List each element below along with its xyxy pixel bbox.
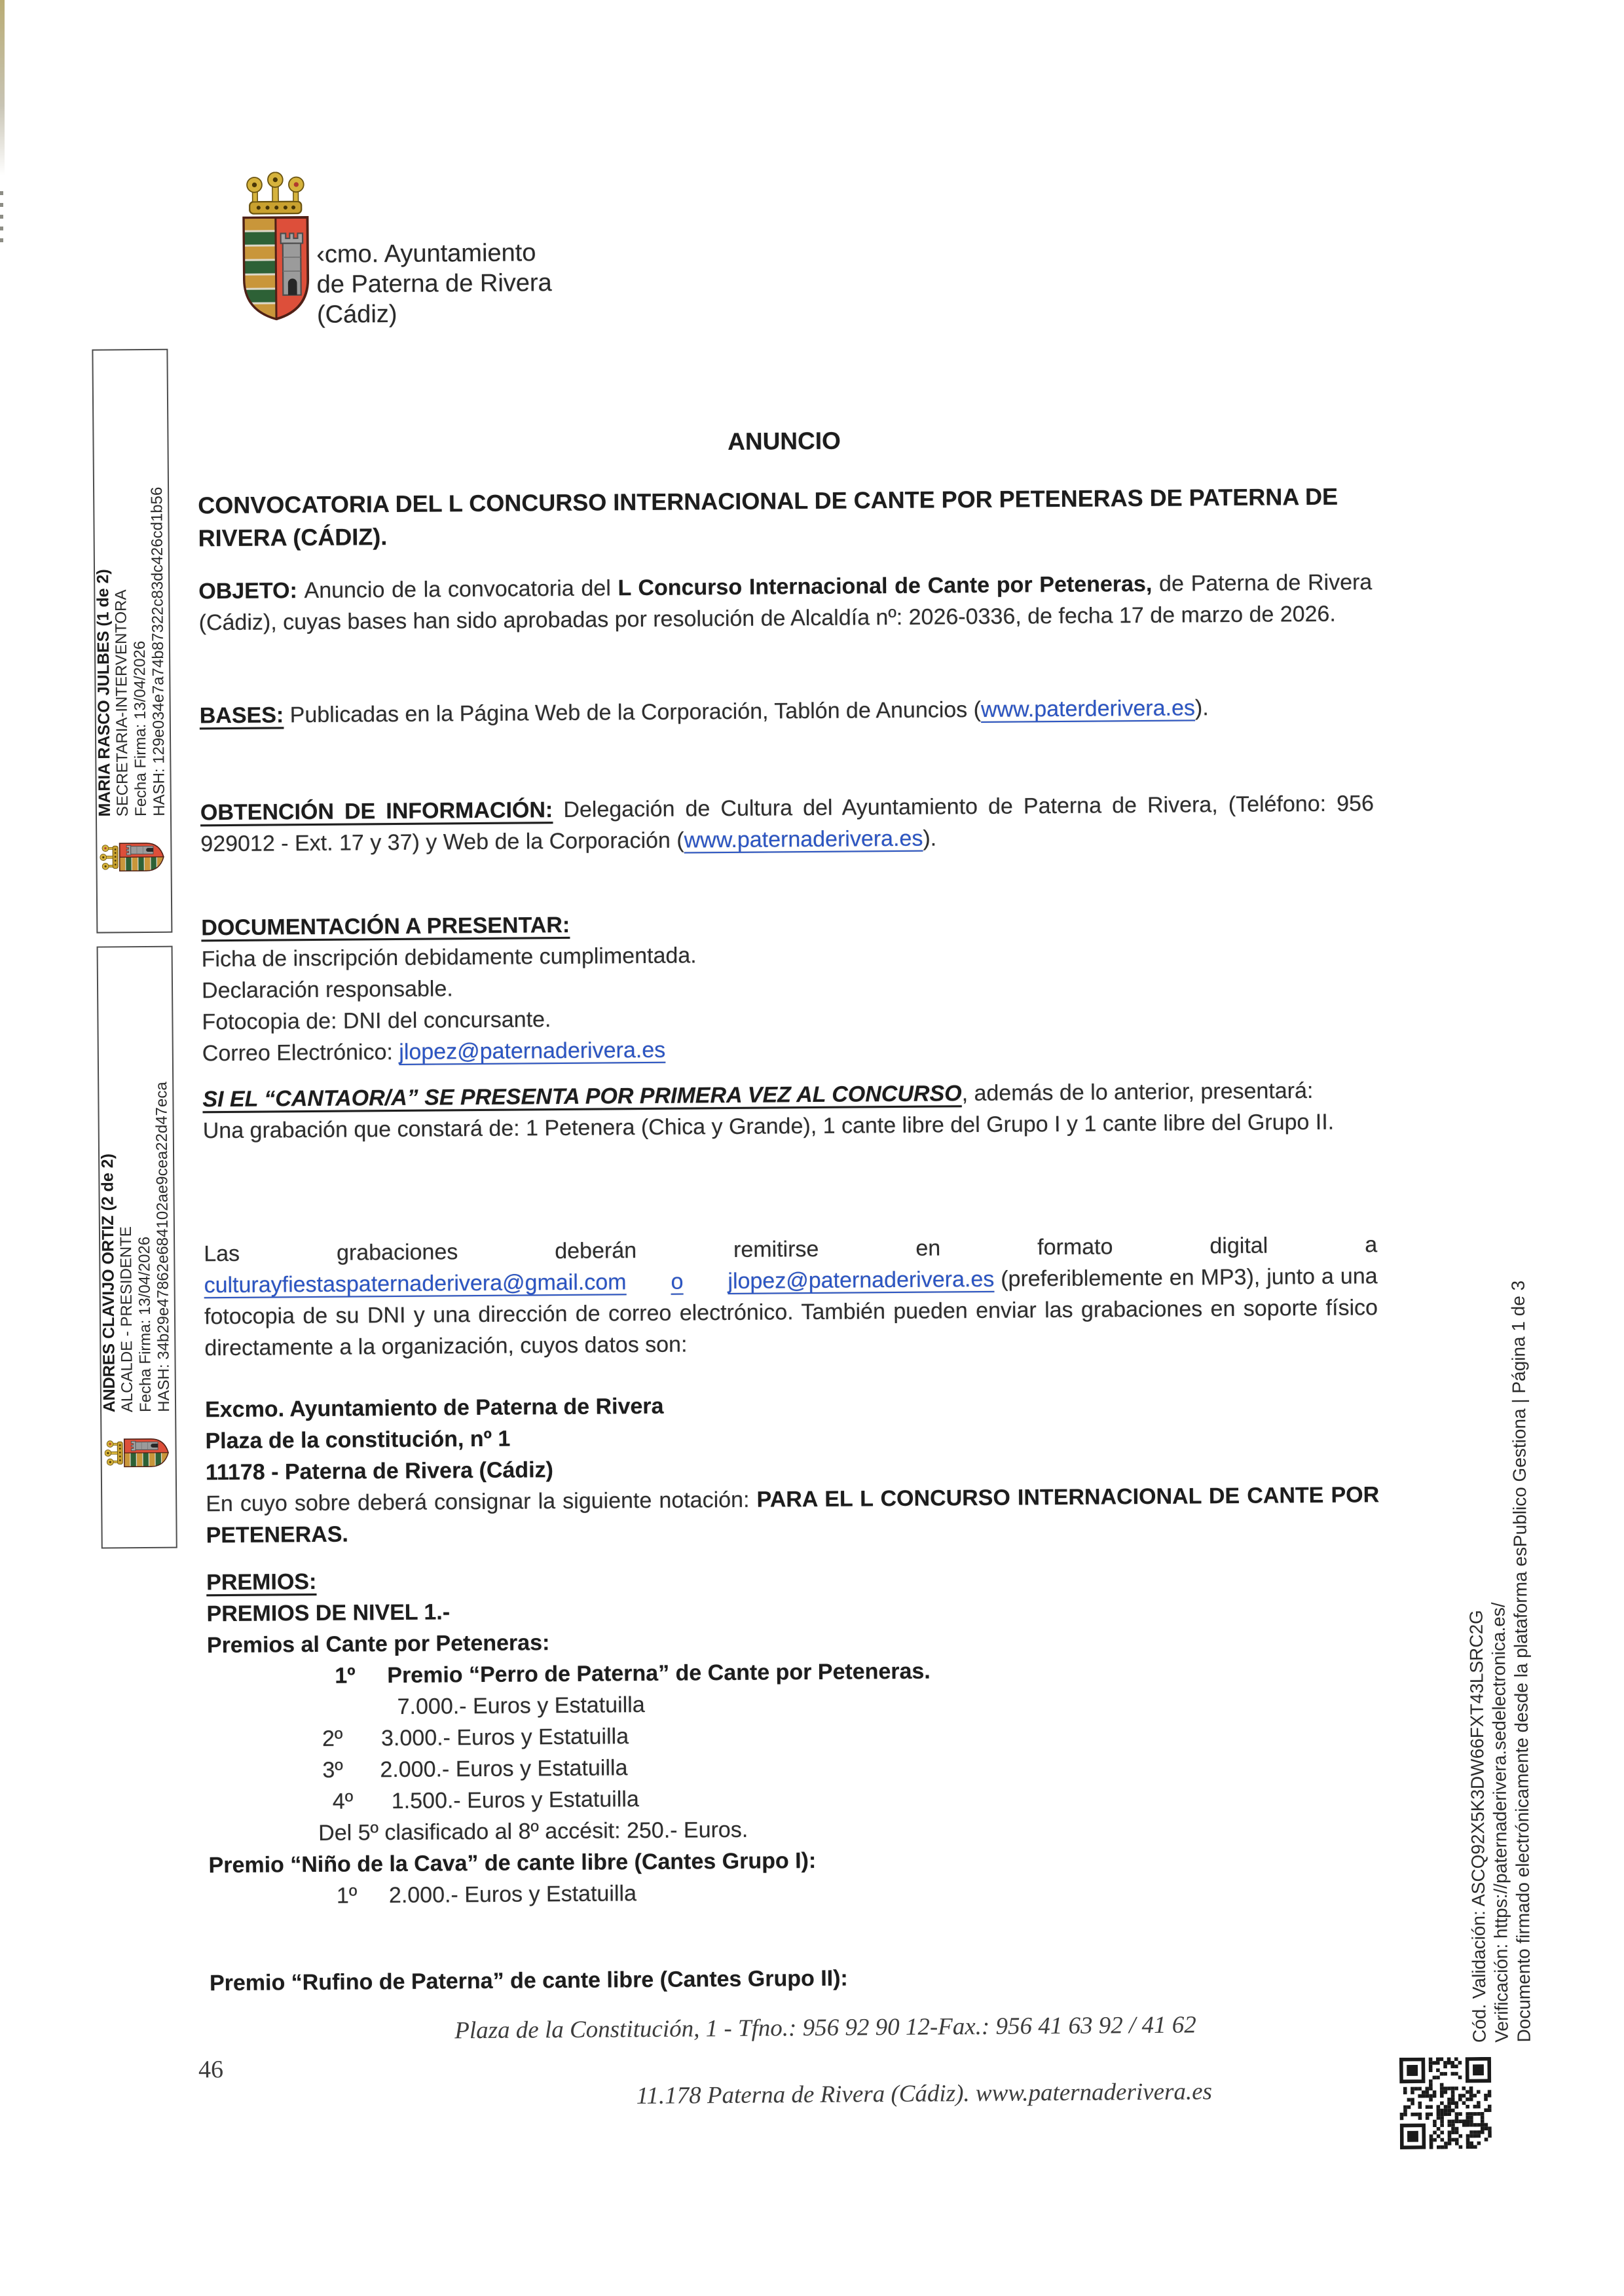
signature-hash: HASH: 129e034e7a74b87322c83dc426cd1b56 [148, 486, 168, 816]
signature-coat-of-arms-icon [104, 1424, 170, 1482]
premio-text: 2.000.- Euros y Estatuilla [380, 1755, 628, 1783]
premio-text: 7.000.- Euros y Estatuilla [397, 1692, 645, 1719]
documentacion-item: Declaración responsable. [201, 976, 453, 1004]
signer-role: SECRETARIA-INTERVENTORA [112, 589, 132, 817]
premio-rufino-heading: Premio “Rufino de Paterna” de cante libre (Cantes Grupo II): [209, 1965, 848, 1996]
signer-name: ANDRES CLAVIJO ORTIZ (2 de 2) [98, 1153, 119, 1413]
premio-ordinal: 2º [322, 1726, 343, 1751]
documentacion-item: Fotocopia de: DNI del concursante. [202, 1007, 551, 1035]
organization-name [316, 238, 552, 330]
qr-code [1399, 2057, 1492, 2149]
premio-text: Del 5º clasificado al 8º accésit: 250.- Euros. [318, 1817, 748, 1846]
signature-date: Fecha Firma: 13/04/2026 [136, 1236, 155, 1413]
text-run: L Concurso Internacional de Cante por Peteneras, [618, 571, 1153, 601]
text-run: BASES: [199, 702, 284, 729]
text-run: de Paterna de Rivera (Cádiz), cuyas bases han sido aprobadas por resolución de Alcaldía nº: 2026-0336, de fecha 17 de marzo de 2026. [198, 570, 1373, 636]
document-title: ANUNCIO [728, 427, 841, 455]
documentacion-item: Ficha de inscripción debidamente cumplimentada. [201, 943, 697, 972]
hyperlink[interactable]: o [671, 1269, 684, 1294]
text-run: , además de lo anterior, presentará: [961, 1078, 1314, 1106]
hyperlink[interactable]: jlopez@paternaderivera.es [728, 1266, 995, 1294]
text-run: Delegación de Cultura del Ayuntamiento de Paterna de Rivera, (Teléfono: 956 929012 - Ext. 17 y 37) y Web de la Corporación ( [200, 791, 1375, 857]
sobre-paragraph [206, 1479, 1380, 1551]
text-run: OBTENCIÓN DE INFORMACIÓN: [200, 797, 553, 826]
premio-text: 1.500.- Euros y Estatuilla [391, 1787, 639, 1814]
text-run: Las grabaciones deberán remitirse en formato digital a [204, 1232, 1378, 1267]
signer-role: ALCALDE - PRESIDENTE [117, 1226, 137, 1413]
cantaor-section [202, 1074, 1376, 1146]
text-run: Correo Electrónico: [202, 1039, 399, 1066]
text-run: SI EL “CANTAOR/A” SE PRESENTA POR PRIMERA VEZ AL CONCURSO [202, 1081, 962, 1112]
premios-cante-heading: Premios al Cante por Peteneras: [206, 1630, 550, 1658]
postal-address [205, 1385, 1379, 1488]
text-run: PARA EL L CONCURSO INTERNACIONAL DE CANTE POR PETENERAS. [206, 1482, 1380, 1548]
org-line: (Cádiz) [316, 300, 397, 329]
address-line: Plaza de la constitución, nº 1 [205, 1426, 511, 1454]
premios-heading: PREMIOS: [206, 1569, 317, 1595]
signature-date: Fecha Firma: 13/04/2026 [130, 640, 150, 817]
footer-address-line: Plaza de la Constitución, 1 - Tfno.: 956 92 90 12-Fax.: 956 41 63 92 / 41 62 [454, 2011, 1196, 2045]
premio-ordinal: 1º [335, 1663, 356, 1688]
premios-nivel-heading: PREMIOS DE NIVEL 1.- [206, 1599, 451, 1627]
validation-platform-note: Documento firmado electrónicamente desde la plataforma esPublico Gestiona | Página 1 de 3 [1507, 1280, 1534, 2043]
signature-text [98, 1082, 174, 1412]
cantaor-body: Una grabación que constará de: 1 Petenera (Chica y Grande), 1 cante libre del Grupo I y 1 cante libre del Grupo II. [202, 1109, 1335, 1144]
coat-of-arms-icon [225, 172, 326, 323]
text-run: Publicadas en la Página Web de la Corporación, Tablón de Anuncios ( [284, 697, 982, 728]
hyperlink[interactable]: www.paternaderivera.es [684, 826, 923, 853]
signature-hash: HASH: 34b29e47862e684102ae9cea22d47eca [153, 1082, 174, 1412]
hyperlink[interactable]: www.paterderivera.es [980, 695, 1196, 722]
validation-sidebar [1463, 1276, 1538, 2043]
municipal-coat-of-arms [225, 172, 326, 327]
premio-text: 3.000.- Euros y Estatuilla [380, 1724, 629, 1751]
premio-ordinal: 4º [332, 1789, 354, 1814]
documentacion-section [201, 903, 1376, 1069]
text-run: En cuyo sobre deberá consignar la siguiente notación: [206, 1487, 757, 1517]
signature-text [93, 487, 169, 817]
footer-web-line: 11.178 Paterna de Rivera (Cádiz). www.paternaderivera.es [636, 2078, 1213, 2110]
text-run: ). [1194, 695, 1209, 721]
validation-code: Cód. Validación: ASCQ92X5K3DW66FXT43LSRC2G [1466, 1610, 1490, 2043]
text-run: ). [923, 826, 937, 851]
hyperlink[interactable]: culturayfiestaspaternaderivera@gmail.com [204, 1269, 627, 1298]
signature-block-alcalde [97, 946, 177, 1549]
grabaciones-paragraph [204, 1229, 1378, 1364]
org-line: ‹cmo. Ayuntamiento [316, 239, 536, 268]
address-line: 11178 - Paterna de Rivera (Cádiz) [205, 1457, 554, 1485]
premio-ordinal: 3º [322, 1757, 343, 1783]
premio-text: 2.000.- Euros y Estatuilla [388, 1881, 637, 1908]
text-run: Anuncio de la convocatoria del [304, 575, 618, 604]
signature-block-secretaria [92, 349, 172, 934]
org-line: de Paterna de Rivera [316, 269, 552, 299]
documentacion-heading: DOCUMENTACIÓN A PRESENTAR: [201, 912, 570, 941]
signature-coat-of-arms-icon [100, 828, 166, 886]
text-run: (preferiblemente en MP3), junto a una fotocopia de su DNI y una dirección de correo electrónico. También pueden enviar las grabaciones en soporte físico directamente a la organización, cuyos datos son: [204, 1264, 1378, 1361]
bases-paragraph [200, 691, 1373, 731]
obtencion-paragraph [200, 788, 1375, 860]
convocatoria-heading: CONVOCATORIA DEL L CONCURSO INTERNACIONAL DE CANTE POR PETENERAS DE PATERNA DE RIVERA (CÁDIZ). [198, 483, 1338, 552]
premio-nino-heading: Premio “Niño de la Cava” de cante libre (Cantes Grupo I): [208, 1848, 817, 1878]
signer-name: MARIA RASCO JULBES (1 de 2) [94, 569, 114, 817]
hyperlink[interactable]: jlopez@paternaderivera.es [399, 1037, 666, 1065]
address-line: Excmo. Ayuntamiento de Paterna de Rivera [204, 1393, 664, 1423]
page-number: 46 [198, 2056, 224, 2084]
premio-text: Premio “Perro de Paterna” de Cante por Peteneras. [387, 1658, 931, 1688]
validation-url: Verificación: https://paternaderivera.sedelectronica.es/ [1488, 1602, 1512, 2043]
objeto-paragraph [198, 566, 1373, 638]
premio-ordinal: 1º [336, 1883, 358, 1908]
text-run: OBJETO: [198, 578, 304, 604]
